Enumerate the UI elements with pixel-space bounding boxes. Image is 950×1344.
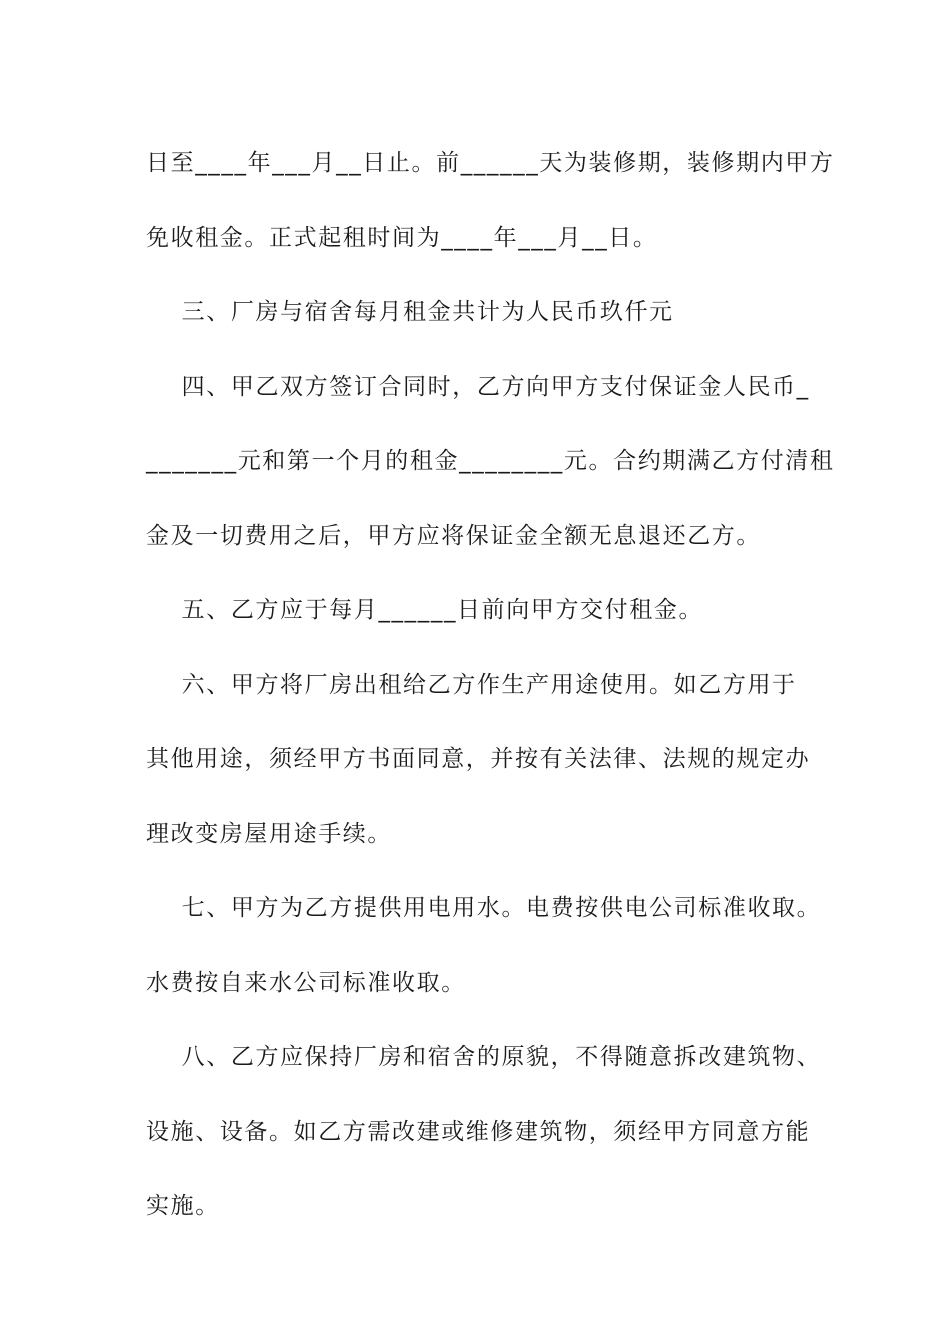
text-line: _______元和第一个月的租金________元。合约期满乙方付清租 [146,448,835,474]
text-line: 设施、设备。如乙方需改建或维修建筑物，须经甲方同意方能 [146,1118,811,1145]
clause-3: 三、厂房与宿舍每月租金共计为人民币玖仟元 [146,299,674,325]
clause-7: 七、甲方为乙方提供用电用水。电费按供电公司标准收取。 [146,895,822,921]
text-line: 理改变房屋用途手续。 [146,820,392,847]
clause-5: 五、乙方应于每月______日前向甲方交付租金。 [146,597,704,623]
clause-6: 六、甲方将厂房出租给乙方作生产用途使用。如乙方用于 [146,671,797,698]
text-line: 实施。 [146,1193,220,1219]
clause-4: 四、甲乙双方签订合同时，乙方向甲方支付保证金人民币_ [146,373,810,400]
text-line: 日至____年___月__日止。前______天为装修期，装修期内甲方 [146,150,835,176]
clause-8: 八、乙方应保持厂房和宿舍的原貌，不得随意拆改建筑物、 [146,1044,822,1070]
text-line: 其他用途，须经甲方书面同意，并按有关法律、法规的规定办 [146,746,811,772]
text-line: 金及一切费用之后，甲方应将保证金全额无息退还乙方。 [146,522,761,549]
text-line: 水费按自来水公司标准收取。 [146,969,466,996]
text-line: 免收租金。正式起租时间为____年___月__日。 [146,224,658,251]
contract-body [146,126,835,1244]
